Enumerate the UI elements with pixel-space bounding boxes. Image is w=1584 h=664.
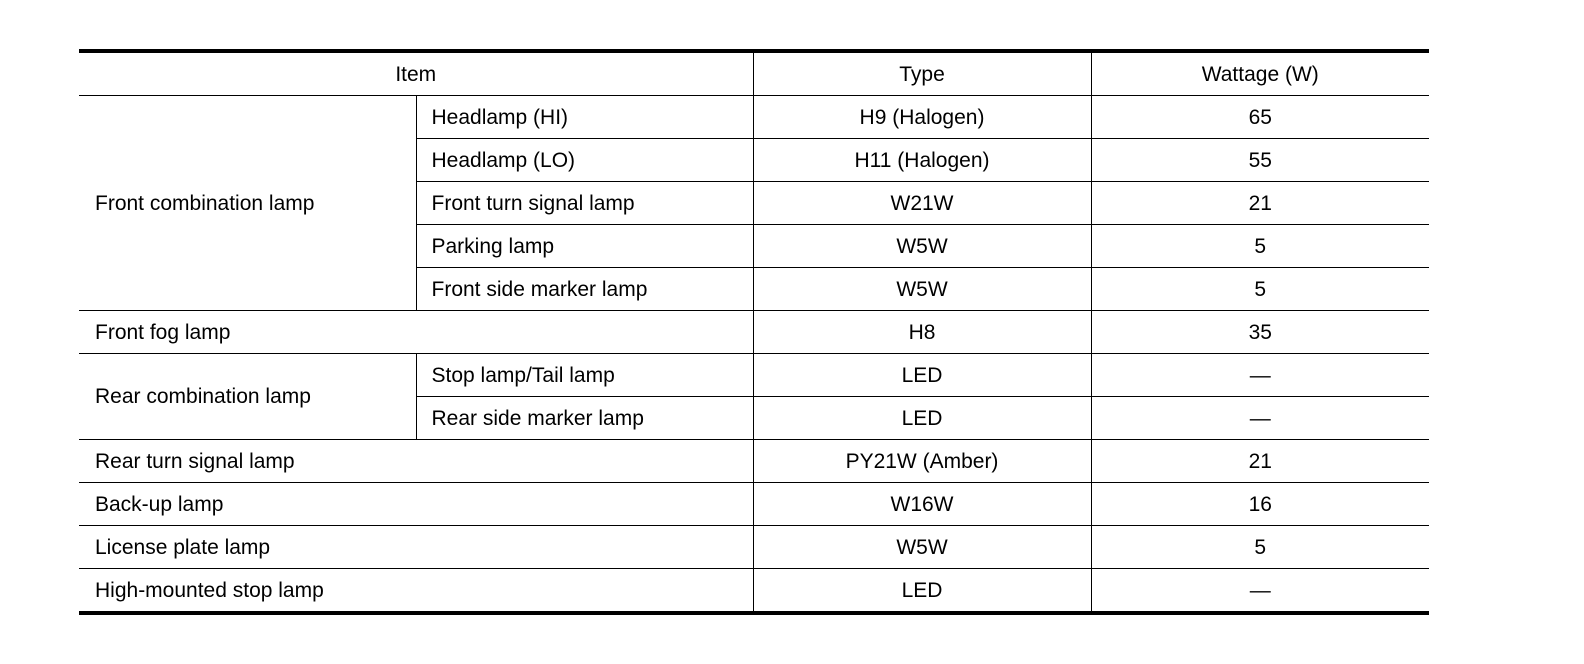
wattage-cell: 5: [1091, 225, 1429, 268]
item-cell: Rear turn signal lamp: [79, 440, 753, 483]
wattage-cell: 5: [1091, 268, 1429, 311]
type-cell: LED: [753, 569, 1091, 614]
type-cell: H9 (Halogen): [753, 96, 1091, 139]
item-cell: Rear combination lamp: [79, 354, 416, 440]
table-row: [79, 96, 1429, 139]
bulb-specification-table: [79, 49, 1429, 615]
header-wattage: Wattage (W): [1091, 51, 1429, 96]
table-header-row: [79, 51, 1429, 96]
table-row: [79, 569, 1429, 614]
type-cell: H11 (Halogen): [753, 139, 1091, 182]
sub-item-cell: Front side marker lamp: [416, 268, 753, 311]
table-row: [79, 483, 1429, 526]
table-row: [79, 311, 1429, 354]
item-cell: Back-up lamp: [79, 483, 753, 526]
table-body: [79, 96, 1429, 614]
sub-item-cell: Parking lamp: [416, 225, 753, 268]
wattage-cell: 21: [1091, 440, 1429, 483]
sub-item-cell: Headlamp (HI): [416, 96, 753, 139]
type-cell: W5W: [753, 268, 1091, 311]
wattage-cell: 35: [1091, 311, 1429, 354]
wattage-cell: 5: [1091, 526, 1429, 569]
wattage-cell: 55: [1091, 139, 1429, 182]
wattage-cell: —: [1091, 397, 1429, 440]
item-cell: Front combination lamp: [79, 96, 416, 311]
sub-item-cell: Stop lamp/Tail lamp: [416, 354, 753, 397]
table-row: [79, 440, 1429, 483]
type-cell: W16W: [753, 483, 1091, 526]
type-cell: H8: [753, 311, 1091, 354]
wattage-cell: 21: [1091, 182, 1429, 225]
table-row: [79, 354, 1429, 397]
sub-item-cell: Headlamp (LO): [416, 139, 753, 182]
header-type: Type: [753, 51, 1091, 96]
wattage-cell: —: [1091, 569, 1429, 614]
type-cell: LED: [753, 397, 1091, 440]
wattage-cell: 65: [1091, 96, 1429, 139]
type-cell: W5W: [753, 225, 1091, 268]
item-cell: License plate lamp: [79, 526, 753, 569]
wattage-cell: —: [1091, 354, 1429, 397]
type-cell: PY21W (Amber): [753, 440, 1091, 483]
type-cell: W21W: [753, 182, 1091, 225]
item-cell: High-mounted stop lamp: [79, 569, 753, 614]
type-cell: W5W: [753, 526, 1091, 569]
item-cell: Front fog lamp: [79, 311, 753, 354]
type-cell: LED: [753, 354, 1091, 397]
header-item: Item: [79, 51, 753, 96]
sub-item-cell: Rear side marker lamp: [416, 397, 753, 440]
sub-item-cell: Front turn signal lamp: [416, 182, 753, 225]
table-row: [79, 526, 1429, 569]
wattage-cell: 16: [1091, 483, 1429, 526]
